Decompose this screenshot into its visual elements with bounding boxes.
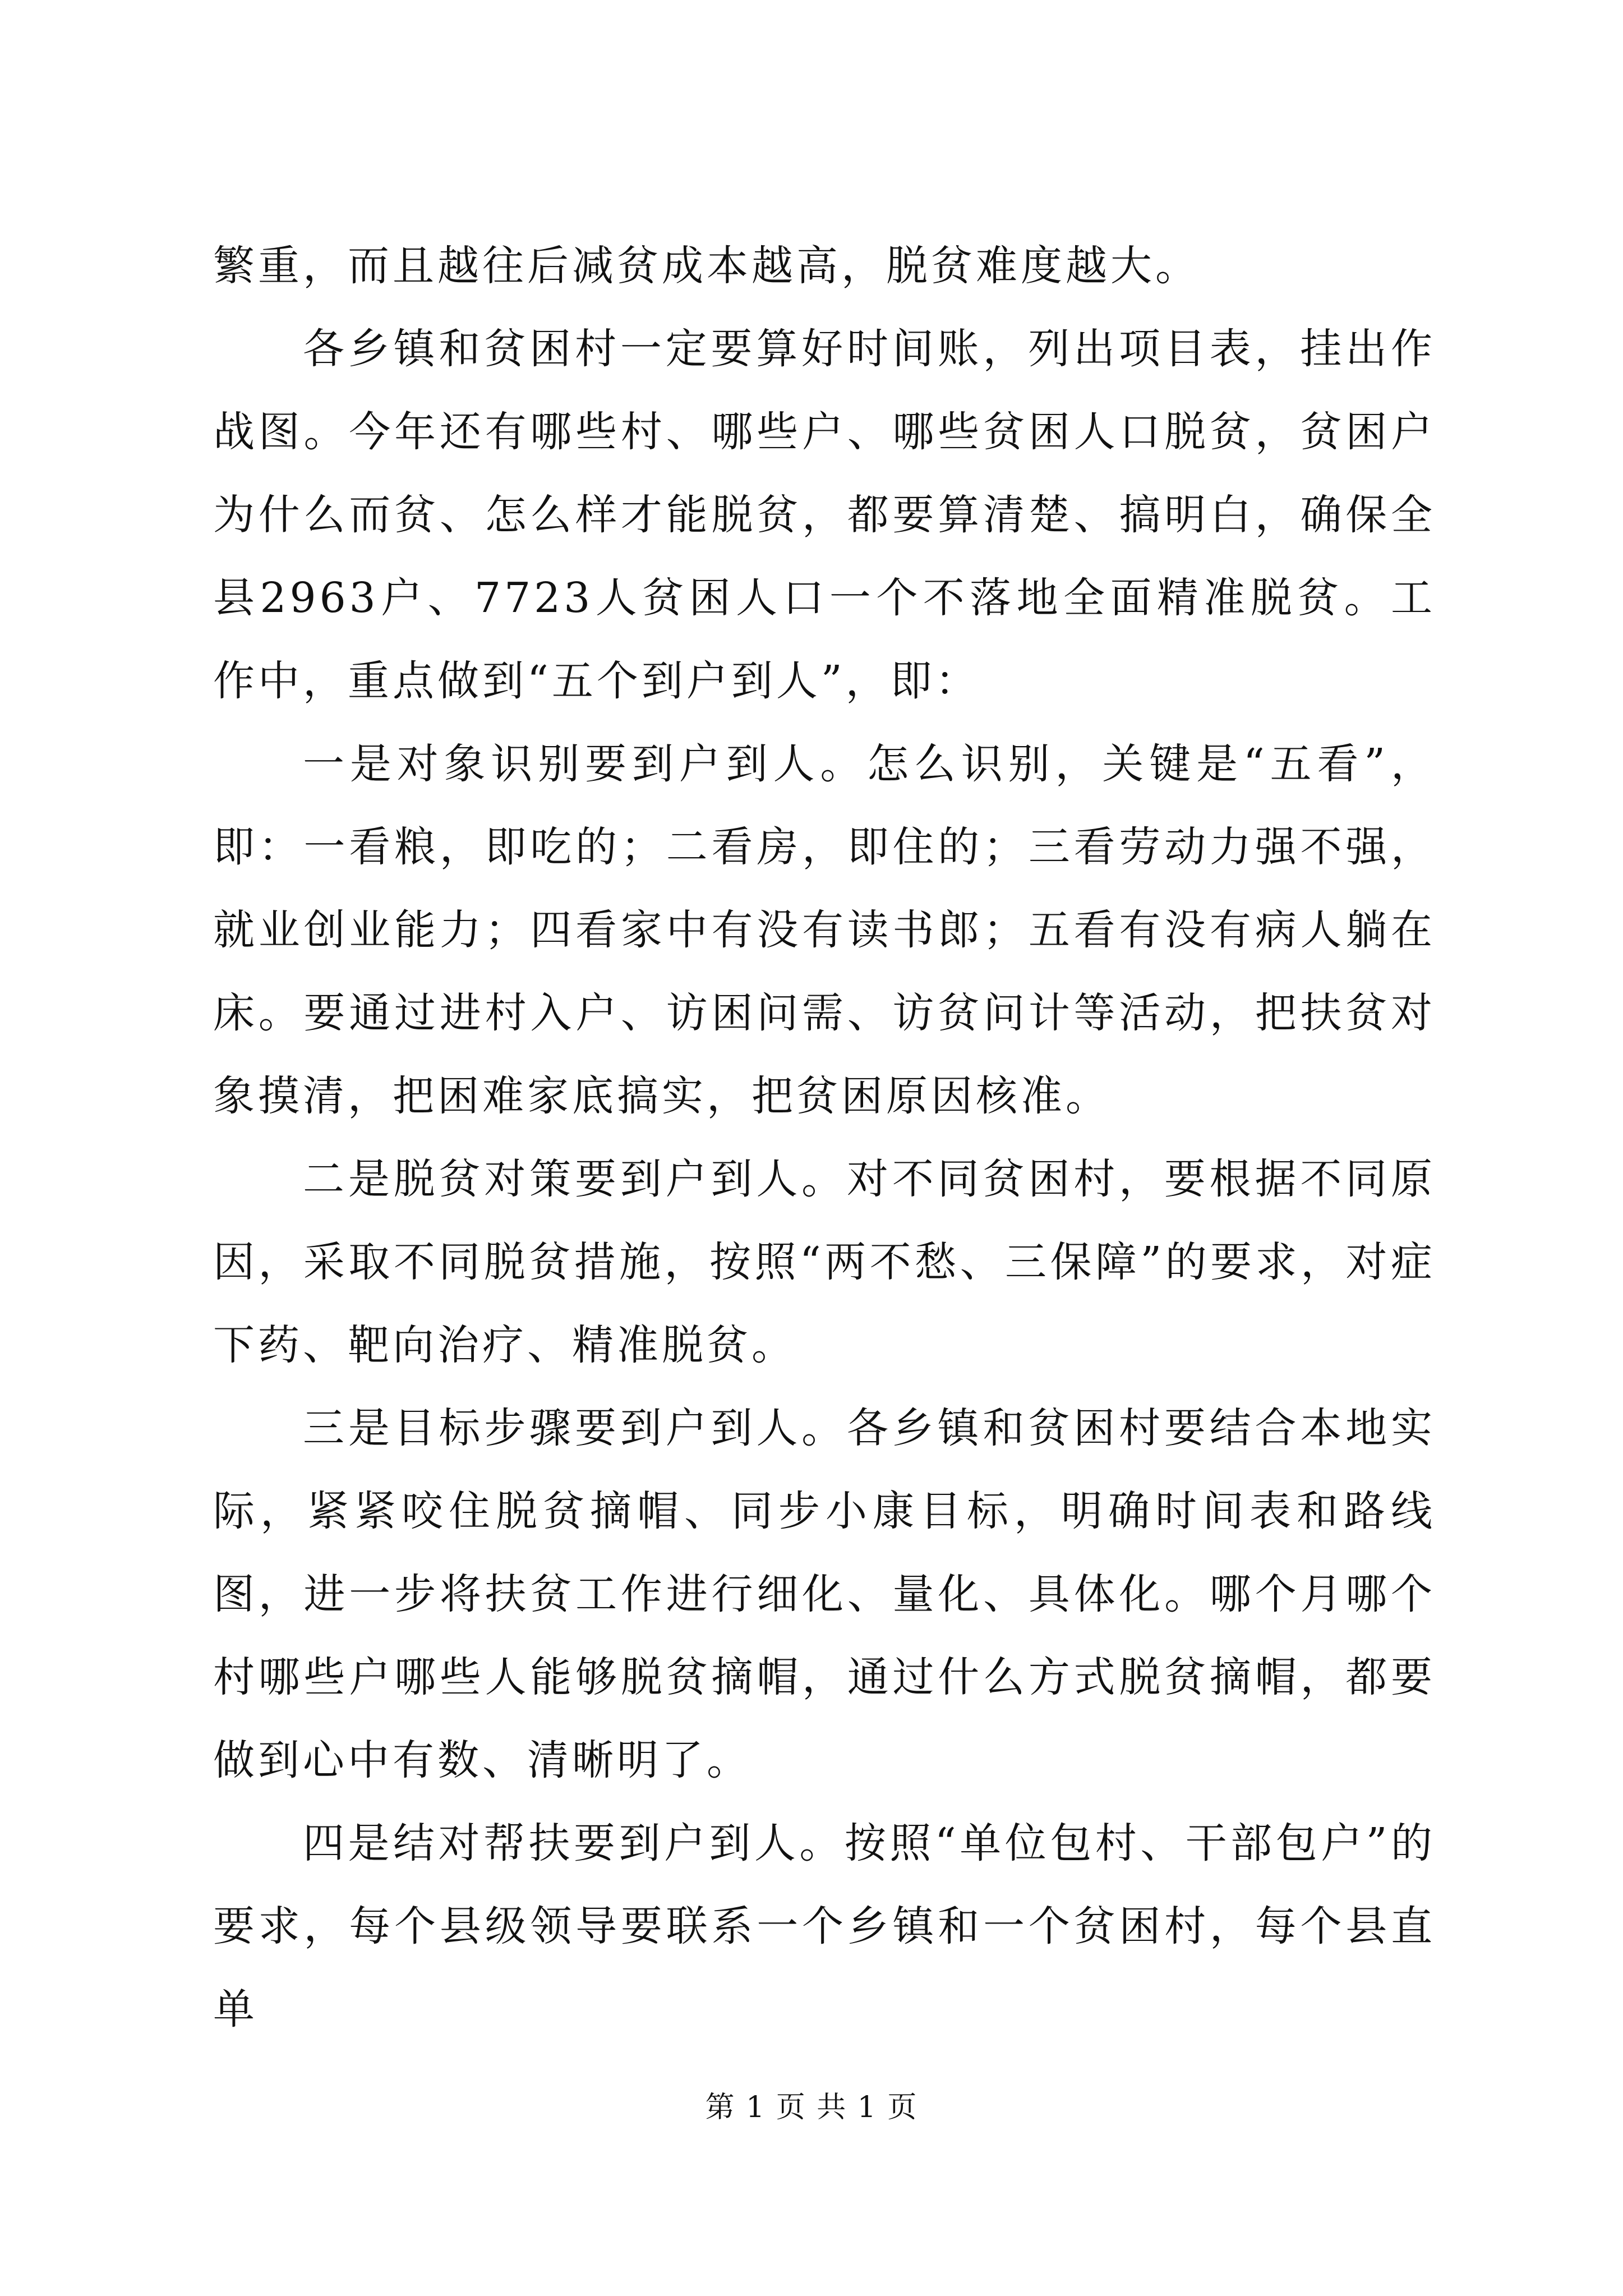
paragraph-2: 各乡镇和贫困村一定要算好时间账，列出项目表，挂出作战图。今年还有哪些村、哪些户、哪些贫困人口脱贫，贫困户为什么而贫、怎么样才能脱贫，都要算清楚、搞明白，确保全县2963户、7723人贫困人口一个不落地全面精准脱贫。工作中，重点做到“五个到户到人”，即： (213, 325, 1436, 705)
page-footer: 第 1 页 共 1 页 (705, 2091, 918, 2124)
paragraph-6: 四是结对帮扶要到户到人。按照“单位包村、干部包户”的要求，每个县级领导要联系一个乡镇和一个贫困村，每个县直单 (213, 1819, 1436, 2033)
document-body (213, 224, 1436, 2051)
paragraph-1: 繁重，而且越往后减贫成本越高，脱贫难度越大。 (213, 242, 1200, 290)
paragraph-4: 二是脱贫对策要到户到人。对不同贫困村，要根据不同原因，采取不同脱贫措施，按照“两不愁、三保障”的要求，对症下药、靶向治疗、精准脱贫。 (213, 1155, 1436, 1369)
paragraph-5: 三是目标步骤要到户到人。各乡镇和贫困村要结合本地实际，紧紧咬住脱贫摘帽、同步小康目标，明确时间表和路线图，进一步将扶贫工作进行细化、量化、具体化。哪个月哪个村哪些户哪些人能够脱贫摘帽，通过什么方式脱贫摘帽，都要做到心中有数、清晰明了。 (213, 1404, 1436, 1784)
paragraph-3: 一是对象识别要到户到人。怎么识别，关键是“五看”，即：一看粮，即吃的；二看房，即住的；三看劳动力强不强，就业创业能力；四看家中有没有读书郎；五看有没有病人躺在床。要通过进村入户、访困问需、访贫问计等活动，把扶贫对象摸清，把困难家底搞实，把贫困原因核准。 (213, 740, 1436, 1120)
